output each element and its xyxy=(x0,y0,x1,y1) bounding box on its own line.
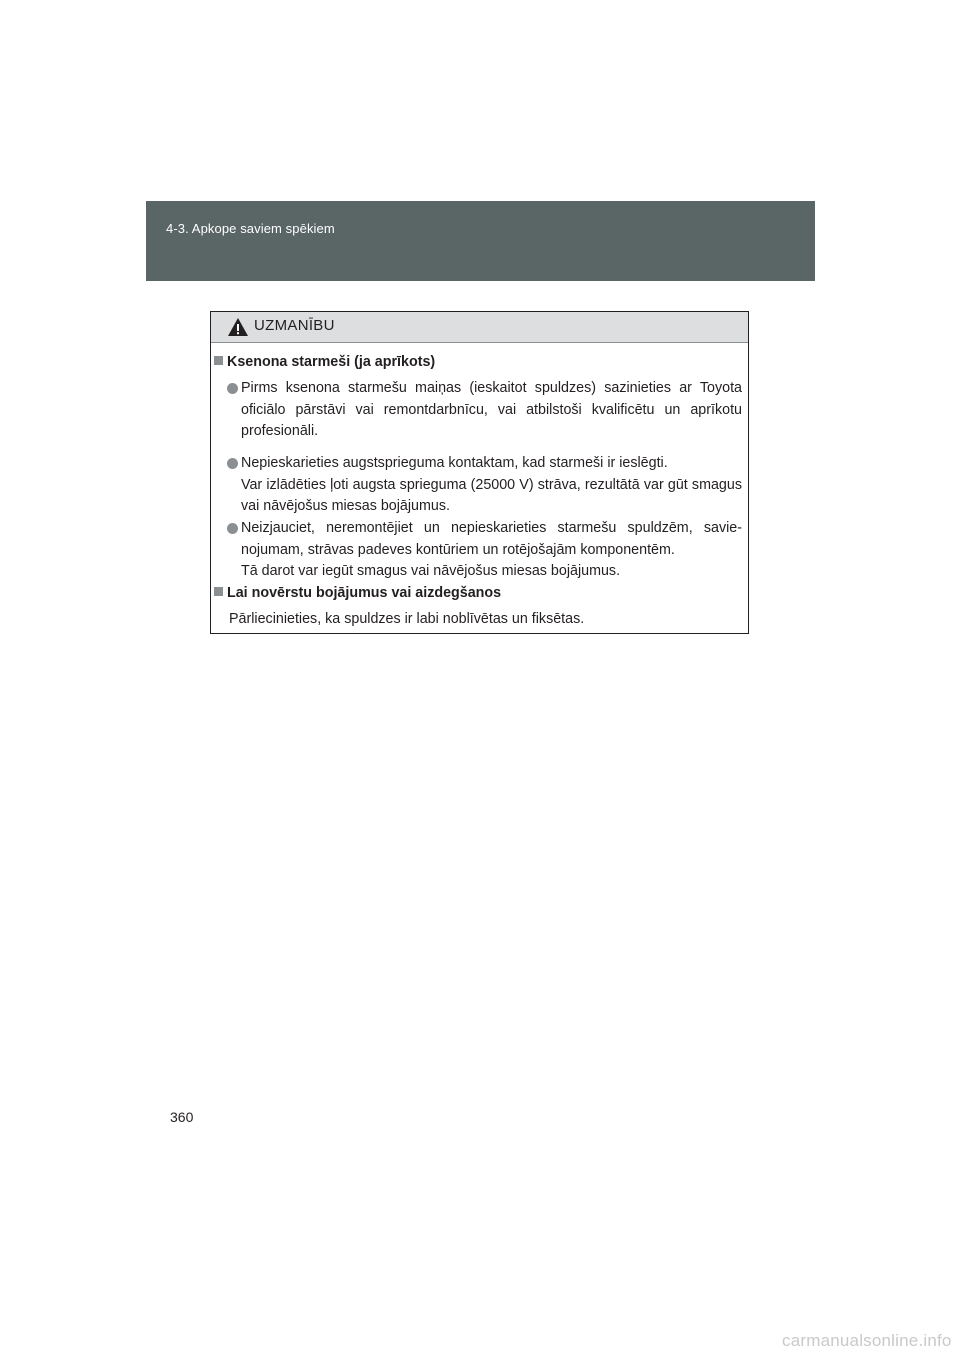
section-text: Pārliecinieties, ka spuldzes ir labi noblīvētas un fiksētas. xyxy=(229,611,585,627)
circle-bullet-icon xyxy=(227,523,238,534)
caution-header xyxy=(211,312,748,343)
chapter-header-bar xyxy=(146,201,815,281)
square-bullet-icon xyxy=(214,356,223,365)
circle-bullet-icon xyxy=(227,383,238,394)
circle-bullet-icon xyxy=(227,458,238,469)
watermark: carmanualsonline.info xyxy=(782,1331,952,1350)
section-heading-xenon: Ksenona starmeši (ja aprīkots) xyxy=(214,352,435,374)
caution-title: UZMANĪBU xyxy=(254,317,335,334)
item-text: Tā darot var iegūt smagus vai nāvējošus miesas bojājumus. xyxy=(241,563,621,579)
page-number: 360 xyxy=(170,1109,194,1125)
item-text: Neizjauciet, neremontējiet un nepieskarieties starmešu spuldzēm, savie-nojumam, strāvas padeves kontūriem un rotējošajām komponentēm. xyxy=(241,520,742,558)
list-item xyxy=(226,518,742,583)
item-text: Nepieskarieties augstsprieguma kontaktam, kad starmeši ir ieslēgti. xyxy=(241,455,668,471)
list-item xyxy=(226,378,742,443)
caution-box xyxy=(210,311,749,634)
section-heading-prevent-damage: Lai novērstu bojājumus vai aizdegšanos xyxy=(214,583,501,605)
square-bullet-icon xyxy=(214,587,223,596)
item-text: Var izlādēties ļoti augsta sprieguma (25000 V) strāva, rezultātā var gūt smagus vai nāvējošus miesas bojājumus. xyxy=(241,476,742,514)
list-item xyxy=(226,453,742,518)
item-text: Pirms ksenona starmešu maiņas (ieskaitot spuldzes) sazinieties ar Toyota oficiālo pārstāvi vai remontdarbnīcu, vai atbilstoši kvalificētu un aprīkotu profesionāli. xyxy=(241,380,742,439)
section-title: 4-3. Apkope saviem spēkiem xyxy=(166,221,335,236)
warning-triangle-icon xyxy=(227,317,249,337)
